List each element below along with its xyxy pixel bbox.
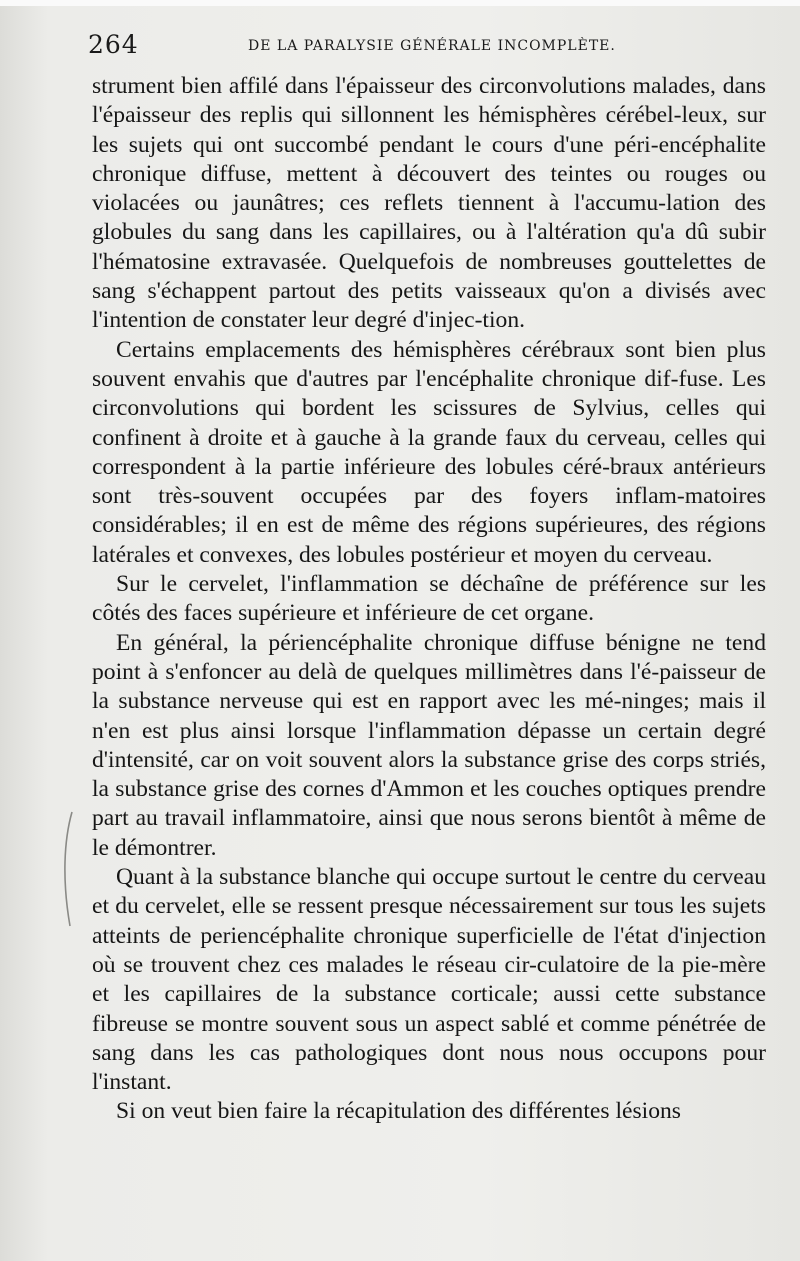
running-title: DE LA PARALYSIE GÉNÉRALE INCOMPLÈTE. [248,38,616,54]
paragraph: Quant à la substance blanche qui occupe surtout le centre du cerveau et du cervelet, elle se ressent presque nécessairement sur tous les sujets atteints de periencéphalite chronique superficielle de l'état d'injection où se trouvent chez ces malades le réseau cir-culatoire de la pie-mère et les capillaires de la substance corticale; aussi cette substance fibreuse se montre souvent sous un aspect sablé et comme pénétrée de sang dans les cas pathologiques dont nous nous occupons pour l'instant. [92,864,766,1096]
margin-pencil-mark [58,810,76,928]
page-header [88,30,778,60]
body-text [92,72,766,1127]
paragraph: Certains emplacements des hémisphères cérébraux sont bien plus souvent envahis que d'autres par l'encéphalite chronique dif-fuse. Les circonvolutions qui bordent les scissures de Sylvius, celles qui confinent à droite et à gauche à la grande faux du cerveau, celles qui correspondent à la partie inférieure des lobules céré-braux antérieurs sont très-souvent occupées par des foyers inflam-matoires considérables; il en est de même des régions supérieures, des régions latérales et convexes, des lobules postérieur et moyen du cerveau. [92,336,766,568]
scan-top-edge [0,0,800,6]
paragraph-continuation: strument bien affilé dans l'épaisseur des circonvolutions malades, dans l'épaisseur des replis qui sillonnent les hémisphères cérébel-leux, sur les sujets qui ont succombé pendant le cours d'une péri-encéphalite chronique diffuse, mettent à découvert des teintes ou rouges ou violacées ou jaunâtres; ces reflets tiennent à l'accumu-lation des globules du sang dans les capillaires, ou à l'altération qu'a dû subir l'hématosine extravasée. Quelquefois de nombreuses gouttelettes de sang s'échappent partout des petits vaisseaux qu'on a divisés avec l'intention de constater leur degré d'injec-tion. [92,73,766,334]
page-number: 264 [88,30,139,59]
paragraph-last-line: Si on veut bien faire la récapitulation des différentes lésions [116,1098,681,1125]
paragraph: En général, la périencéphalite chronique diffuse bénigne ne tend point à s'enfoncer au delà de quelques millimètres dans l'é-paisseur de la substance nerveuse qui est en rapport avec les mé-ninges; mais il n'en est plus ainsi lorsque l'inflammation dépasse un certain degré d'intensité, car on voit souvent alors la substance grise des corps striés, la substance grise des cornes d'Ammon et les couches optiques prendre part au travail inflammatoire, ainsi que nous serons bientôt à même de le démontrer. [92,629,766,861]
paragraph: Sur le cervelet, l'inflammation se déchaîne de préférence sur les côtés des faces supérieure et inférieure de cet organe. [92,571,766,627]
